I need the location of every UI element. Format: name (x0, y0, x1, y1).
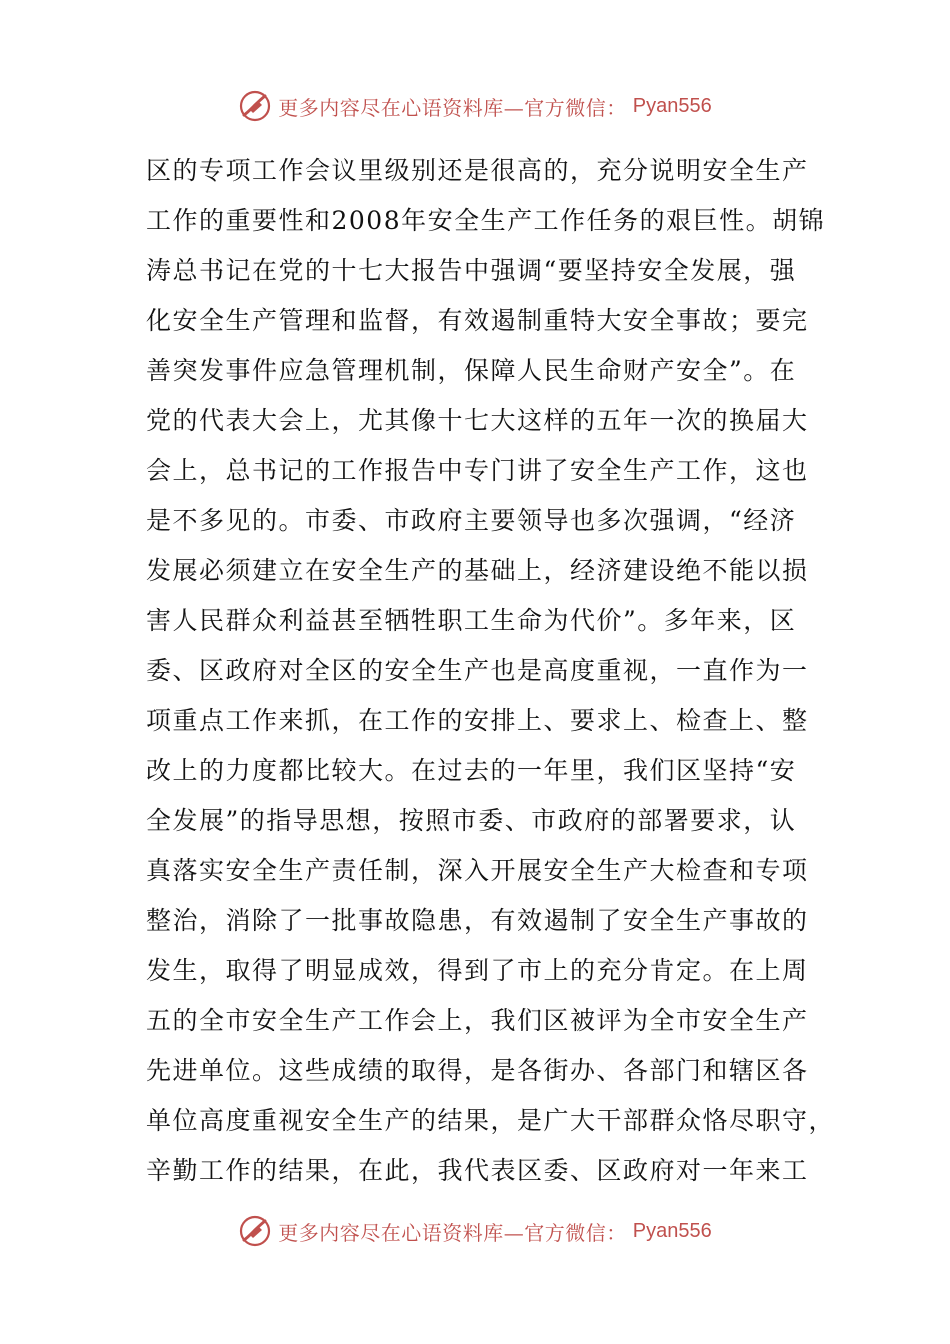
pen-nib-circle-logo-icon (238, 89, 272, 123)
text-line: 改上的力度都比较大。在过去的一年里，我们区坚持“安 (146, 756, 797, 785)
header-banner-wechat-id: Pyan556 (632, 94, 712, 117)
footer-banner-text: 更多内容尽在心语资料库—官方微信： (278, 1220, 627, 1245)
text-line: 工作的重要性和2008年安全生产工作任务的艰巨性。胡锦 (146, 206, 826, 235)
text-line: 涛总书记在党的十七大报告中强调“要坚持安全发展，强 (146, 256, 797, 285)
text-line: 化安全生产管理和监督，有效遏制重特大安全事故；要完 (146, 306, 809, 335)
text-line: 全发展”的指导思想，按照市委、市政府的部署要求，认 (146, 806, 797, 835)
text-line: 项重点工作来抓，在工作的安排上、要求上、检查上、整 (146, 706, 809, 735)
text-line: 党的代表大会上，尤其像十七大这样的五年一次的换届大 (146, 406, 809, 435)
text-line: 五的全市安全生产工作会上，我们区被评为全市安全生产 (146, 1006, 809, 1035)
text-line: 发生，取得了明显成效，得到了市上的充分肯定。在上周 (146, 956, 809, 985)
text-line: 区的专项工作会议里级别还是很高的，充分说明安全生产 (146, 156, 809, 185)
text-line: 发展必须建立在安全生产的基础上，经济建设绝不能以损 (146, 556, 809, 585)
text-line: 委、区政府对全区的安全生产也是高度重视，一直作为一 (146, 656, 809, 685)
pen-nib-circle-logo-icon (238, 1214, 272, 1248)
text-line: 整治，消除了一批事故隐患，有效遏制了安全生产事故的 (146, 906, 809, 935)
header-banner (0, 86, 950, 126)
footer-banner (0, 1211, 950, 1251)
text-line: 害人民群众利益甚至牺牲职工生命为代价”。多年来，区 (146, 606, 797, 635)
text-line: 单位高度重视安全生产的结果，是广大干部群众恪尽职守， (146, 1106, 836, 1135)
text-line: 善突发事件应急管理机制，保障人民生命财产安全”。在 (146, 356, 797, 385)
text-line: 是不多见的。市委、市政府主要领导也多次强调，“经济 (146, 506, 797, 535)
document-body (146, 146, 836, 1196)
text-line: 真落实安全生产责任制，深入开展安全生产大检查和专项 (146, 856, 809, 885)
text-line: 辛勤工作的结果，在此，我代表区委、区政府对一年来工 (146, 1156, 809, 1185)
header-banner-text: 更多内容尽在心语资料库—官方微信： (278, 95, 627, 120)
text-line: 先进单位。这些成绩的取得，是各街办、各部门和辖区各 (146, 1056, 809, 1085)
text-line: 会上，总书记的工作报告中专门讲了安全生产工作，这也 (146, 456, 809, 485)
footer-banner-wechat-id: Pyan556 (632, 1219, 712, 1242)
